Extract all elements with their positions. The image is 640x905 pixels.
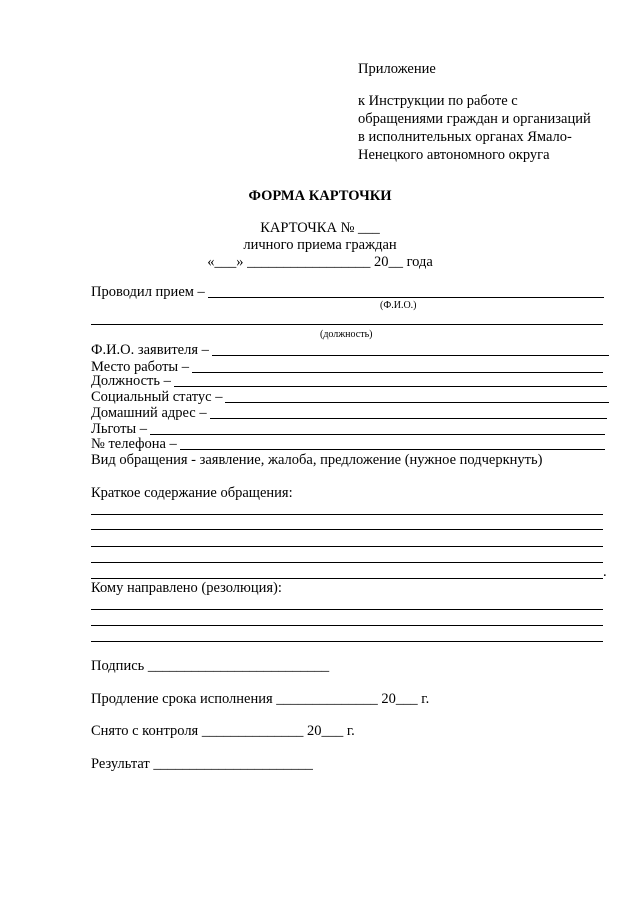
resolution-line[interactable] <box>91 625 603 626</box>
appendix-label: Приложение <box>358 61 436 77</box>
summary-line[interactable] <box>91 529 603 530</box>
appeal-type: Вид обращения - заявление, жалоба, предложение (нужное подчеркнуть) <box>91 452 543 468</box>
appendix-text-line: Ненецкого автономного округа <box>358 147 550 163</box>
workplace-label: Место работы – <box>91 359 190 375</box>
position-label: Должность – <box>91 373 171 389</box>
social-status-line[interactable] <box>225 402 609 403</box>
home-address-label: Домашний адрес – <box>91 405 207 421</box>
conducted-by-row <box>91 284 604 301</box>
resolution-label: Кому направлено (резолюция): <box>91 580 282 596</box>
card-header <box>0 220 640 271</box>
summary-line[interactable] <box>91 562 603 563</box>
appendix-text-line: к Инструкции по работе с <box>358 93 518 109</box>
appendix-block <box>358 60 628 164</box>
benefits-line[interactable] <box>150 434 605 435</box>
home-address-row <box>91 405 607 422</box>
fio-hint: (Ф.И.О.) <box>380 300 417 311</box>
form-title: ФОРМА КАРТОЧКИ <box>248 188 392 204</box>
card-number: КАРТОЧКА № ___ <box>260 220 380 236</box>
phone-row <box>91 436 605 453</box>
home-address-line[interactable] <box>210 418 607 419</box>
summary-label: Краткое содержание обращения: <box>91 485 293 501</box>
extension-field[interactable]: Продление срока исполнения ______________ 20___ г. <box>91 691 430 707</box>
card-date: «___» _________________ 20__ года <box>207 254 433 270</box>
summary-line[interactable] <box>91 578 603 579</box>
conducted-by-label: Проводил прием – <box>91 284 205 300</box>
social-status-row <box>91 389 609 406</box>
position-row <box>91 373 607 390</box>
social-status-label: Социальный статус – <box>91 389 223 405</box>
appendix-text-line: в исполнительных органах Ямало- <box>358 129 572 145</box>
summary-line[interactable] <box>91 514 603 515</box>
applicant-line[interactable] <box>212 355 609 356</box>
resolution-line[interactable] <box>91 609 603 610</box>
summary-end-mark: . <box>603 564 607 580</box>
position-field-line[interactable] <box>174 386 607 387</box>
summary-line[interactable] <box>91 546 603 547</box>
position-line[interactable] <box>91 324 603 325</box>
conducted-by-line[interactable] <box>208 297 604 298</box>
benefits-label: Льготы – <box>91 421 148 437</box>
position-hint: (должность) <box>320 329 373 340</box>
applicant-label: Ф.И.О. заявителя – <box>91 342 209 358</box>
signature-field[interactable]: Подпись _________________________ <box>91 658 330 674</box>
card-subtitle: личного приема граждан <box>243 237 397 253</box>
result-field[interactable]: Результат ______________________ <box>91 756 313 772</box>
phone-label: № телефона – <box>91 436 177 452</box>
removed-from-control-field[interactable]: Снято с контроля ______________ 20___ г. <box>91 723 355 739</box>
resolution-line[interactable] <box>91 641 603 642</box>
phone-line[interactable] <box>180 449 605 450</box>
applicant-row <box>91 342 609 359</box>
appendix-text-line: обращениями граждан и организаций <box>358 111 591 127</box>
